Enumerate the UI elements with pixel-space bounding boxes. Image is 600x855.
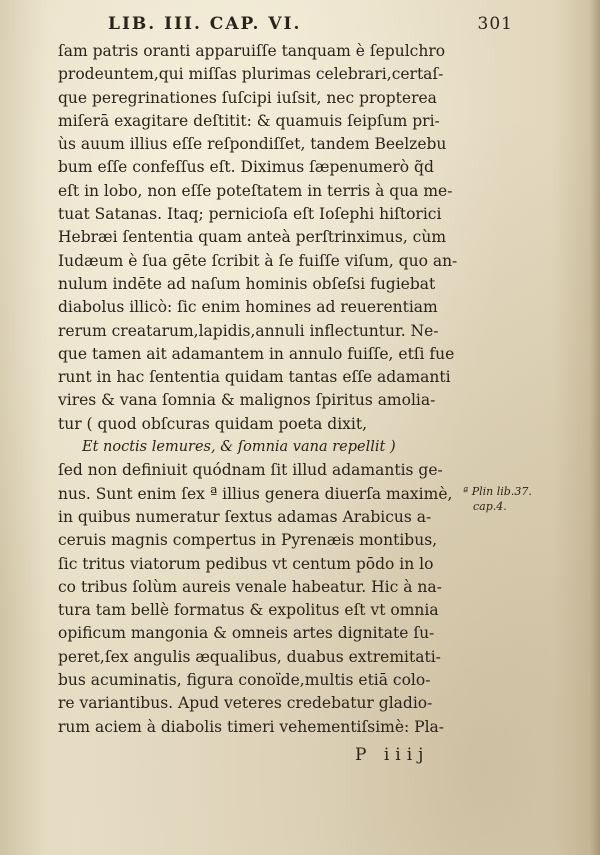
marginal-note xyxy=(463,484,573,514)
marginal-note-line: ª Plin lib.37. xyxy=(463,485,532,498)
text-line: prodeuntem,qui miſſas plurimas celebrari,certaſ- xyxy=(58,65,444,84)
text-line: rum aciem à diabolis timeri vehementiſsimè: Pla- xyxy=(58,717,445,736)
text-line: ſed non definiuit quódnam ſit illud adamantis ge- xyxy=(58,461,443,480)
text-line: tuat Satanas. Itaq; pernicioſa eſt Ioſephi hiſtorici xyxy=(58,205,442,224)
text-line: que peregrinationes ſuſcipi iuſsit, nec propterea xyxy=(58,88,437,107)
chapter-heading: LIB. III. CAP. VI. xyxy=(108,14,302,34)
text-line: nus. Sunt enim ſex ª illius genera diuerſa maximè, xyxy=(58,484,453,503)
text-line: rerum creatarum,lapidis,annuli inflectuntur. Ne- xyxy=(58,321,439,340)
text-line: tur ( quod obſcuras quidam poeta dixit, xyxy=(58,414,368,433)
text-line: Hebræi ſententia quam anteà perſtrinximus, cùm xyxy=(58,228,447,247)
text-line: vires & vana ſomnia & malignos ſpiritus amolia- xyxy=(58,391,436,410)
page-number: 301 xyxy=(477,14,513,34)
text-line: miſerā exagitare deſtitit: & quamuis ſeipſum pri- xyxy=(58,111,440,130)
running-head xyxy=(108,14,513,38)
text-line: ſic tritus viatorum pedibus vt centum pōdo in lo xyxy=(58,554,434,573)
text-line: que tamen ait adamantem in annulo fuiſſe, etſi fue xyxy=(58,344,455,363)
text-line: tura tam bellè formatus & expolitus eſt vt omnia xyxy=(58,601,439,620)
text-line: ùs auum illius eſſe reſpondiſſet, tandem Beelzebu xyxy=(58,135,447,154)
text-line: ceruis magnis compertus in Pyrenæis montibus, xyxy=(58,531,438,550)
text-line: runt in hac ſententia quidam tantas eſſe adamanti xyxy=(58,368,451,387)
text-line: co tribus ſolùm aureis venale habeatur. Hic à na- xyxy=(58,577,442,596)
text-line: ſam patris oranti apparuiſſe tanquam è ſepulchro xyxy=(58,42,446,60)
main-text-block xyxy=(58,40,458,739)
text-line: in quibus numeratur ſextus adamas Arabicus a- xyxy=(58,507,432,526)
verse-quotation: Et noctis lemures, & ſomnia vana repellit ) xyxy=(82,439,396,456)
marginal-note-line: cap.4. xyxy=(473,500,507,513)
text-line: Iudæum è ſua gēte ſcribit à ſe fuiſſe viſum, quo an- xyxy=(58,251,458,270)
text-line: eſt in lobo, non eſſe poteſtatem in terris à qua me- xyxy=(58,181,453,200)
text-line: diabolus illicò: ſic enim homines ad reuerentiam xyxy=(58,298,438,317)
text-line: bus acuminatis, figura conoïde,multis etiā colo- xyxy=(58,671,431,690)
text-line: nulum indēte ad naſum hominis obſeſsi fugiebat xyxy=(58,274,436,293)
text-line: opificum mangonia & omneis artes dignitate ſu- xyxy=(58,624,435,643)
text-line: re variantibus. Apud veteres credebatur gladio- xyxy=(58,694,433,713)
signature-mark: P iiij xyxy=(355,745,430,765)
text-line: bum eſſe confeſſus eſt. Diximus ſæpenumerò q̃d xyxy=(58,158,434,177)
text-line: peret,ſex angulis æqualibus, duabus extremitati- xyxy=(58,647,441,666)
